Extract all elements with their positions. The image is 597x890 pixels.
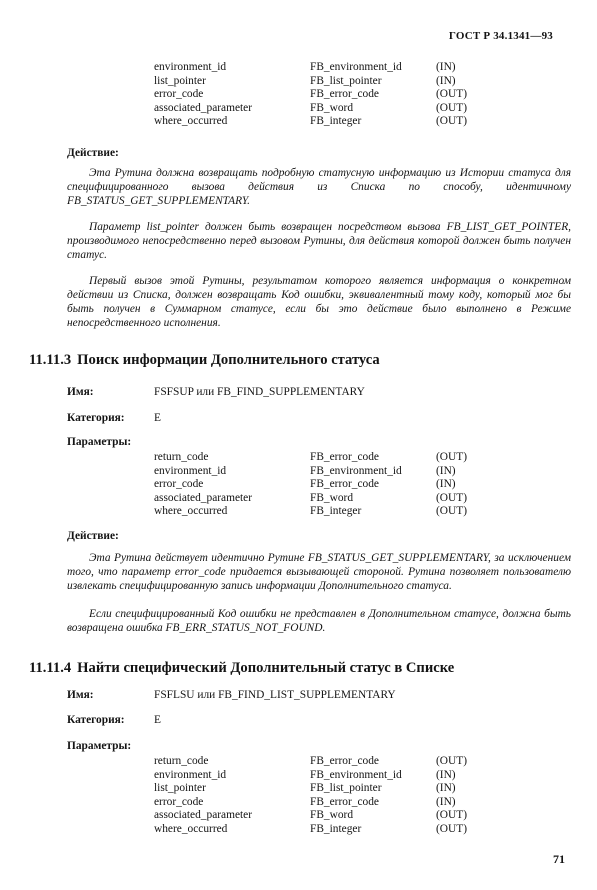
param-type: FB_list_pointer — [310, 782, 382, 794]
params-label: Параметры: — [67, 436, 132, 448]
params-table-11-11-4 — [154, 755, 486, 836]
param-direction: (IN) — [436, 478, 456, 490]
param-name: return_code — [154, 755, 209, 767]
param-name: return_code — [154, 451, 209, 463]
param-direction: (OUT) — [436, 491, 467, 504]
param-name: environment_id — [154, 768, 227, 781]
action-paragraph-1: Эта Рутина действует идентично Рутине FB_STATUS_GET_SUPPLEMENTARY, за исключением того, что параметр error_code придается вызывающей стороной. Рутина позволяет пользователю извлекать специфицированную запись информации Дополнительного статуса. — [67, 552, 571, 592]
action-label: Действие: — [67, 147, 119, 159]
param-direction: (IN) — [436, 782, 456, 794]
param-row — [154, 478, 486, 492]
param-name: list_pointer — [154, 782, 206, 794]
param-direction: (IN) — [436, 61, 456, 73]
param-type: FB_error_code — [310, 755, 379, 767]
param-row — [154, 809, 486, 823]
param-direction: (OUT) — [436, 505, 467, 517]
category-value: E — [154, 714, 161, 726]
param-row — [154, 769, 486, 783]
param-type: FB_error_code — [310, 451, 379, 463]
param-type: FB_environment_id — [310, 61, 402, 73]
param-direction: (OUT) — [436, 451, 467, 463]
param-row — [154, 75, 486, 89]
param-direction: (IN) — [436, 74, 456, 87]
param-row — [154, 796, 486, 810]
param-name: error_code — [154, 478, 204, 490]
action-paragraph-2: Если специфицированный Код ошибки не представлен в Дополнительном статусе, должна быть возвращена ошибка FB_ERR_STATUS_NOT_FOUND. — [67, 608, 571, 634]
param-direction: (OUT) — [436, 822, 467, 835]
param-row — [154, 505, 486, 519]
name-label: Имя: — [67, 386, 94, 398]
param-type: FB_error_code — [310, 478, 379, 490]
param-name: where_occurred — [154, 822, 228, 835]
param-type: FB_environment_id — [310, 464, 402, 477]
param-row — [154, 782, 486, 796]
section-heading: Найти специфический Дополнительный статус в Списке — [77, 660, 455, 676]
action-paragraph-1: Эта Рутина должна возвращать подробную статусную информацию из Истории статуса для специфицированного вызова действия из Списка по способу, идентичному FB_STATUS_GET_SUPPLEMENTARY. — [67, 167, 571, 207]
param-direction: (IN) — [436, 795, 456, 808]
page-number: 71 — [553, 852, 565, 866]
param-row — [154, 823, 486, 837]
category-label: Категория: — [67, 412, 125, 424]
param-row — [154, 88, 486, 102]
param-type: FB_integer — [310, 822, 362, 835]
param-type: FB_word — [310, 491, 354, 504]
param-type: FB_integer — [310, 115, 362, 127]
params-label: Параметры: — [67, 740, 132, 752]
param-type: FB_integer — [310, 505, 362, 517]
name-value: FSFLSU или FB_FIND_LIST_SUPPLEMENTARY — [154, 689, 396, 701]
param-row — [154, 61, 486, 75]
param-name: associated_parameter — [154, 809, 253, 821]
param-direction: (OUT) — [436, 809, 467, 821]
param-row — [154, 465, 486, 479]
action-paragraph-2: Параметр list_pointer должен быть возвращен посредством вызова FB_LIST_GET_POINTER, производимого непосредственно перед вызовом Рутины, для действия которой должен быть получен статус. — [67, 221, 571, 261]
param-direction: (IN) — [436, 768, 456, 781]
category-label: Категория: — [67, 714, 125, 726]
param-type: FB_environment_id — [310, 768, 402, 781]
section-heading: Поиск информации Дополнительного статуса — [77, 352, 380, 368]
param-row — [154, 755, 486, 769]
param-direction: (OUT) — [436, 88, 467, 100]
param-direction: (IN) — [436, 464, 456, 477]
top-params-table — [154, 61, 486, 129]
action-paragraph-3: Первый вызов этой Рутины, результатом которого является информация о конкретном действии из Списка, должен возвращать Код ошибки, эквивалентный тому коду, который мог бы быть получен в Суммарном статусе, если бы это действие было выполнено в Режиме непосредственного исполнения. — [67, 275, 571, 329]
name-value: FSFSUP или FB_FIND_SUPPLEMENTARY — [154, 386, 365, 398]
param-name: environment_id — [154, 464, 227, 477]
param-name: error_code — [154, 795, 204, 808]
param-name: associated_parameter — [154, 491, 253, 504]
param-direction: (OUT) — [436, 101, 467, 114]
section-number: 11.11.4 — [29, 660, 72, 676]
param-name: error_code — [154, 88, 204, 100]
param-row — [154, 492, 486, 506]
param-type: FB_word — [310, 809, 354, 821]
section-title-11-11-4 — [29, 660, 454, 677]
name-label: Имя: — [67, 689, 94, 701]
param-name: environment_id — [154, 61, 227, 73]
param-row — [154, 451, 486, 465]
param-name: where_occurred — [154, 505, 228, 517]
action-label: Действие: — [67, 530, 119, 542]
section-title-11-11-3 — [29, 352, 380, 369]
param-type: FB_word — [310, 101, 354, 114]
category-value: E — [154, 412, 161, 424]
param-name: list_pointer — [154, 74, 206, 87]
params-table-11-11-3 — [154, 451, 486, 519]
param-name: associated_parameter — [154, 101, 253, 114]
param-type: FB_list_pointer — [310, 74, 382, 87]
param-name: where_occurred — [154, 115, 228, 127]
param-row — [154, 102, 486, 116]
page-header-code: ГОСТ Р 34.1341—93 — [448, 30, 553, 42]
param-direction: (OUT) — [436, 755, 467, 767]
param-type: FB_error_code — [310, 795, 379, 808]
param-type: FB_error_code — [310, 88, 379, 100]
section-number: 11.11.3 — [29, 352, 72, 368]
param-direction: (OUT) — [436, 115, 467, 127]
param-row — [154, 115, 486, 129]
